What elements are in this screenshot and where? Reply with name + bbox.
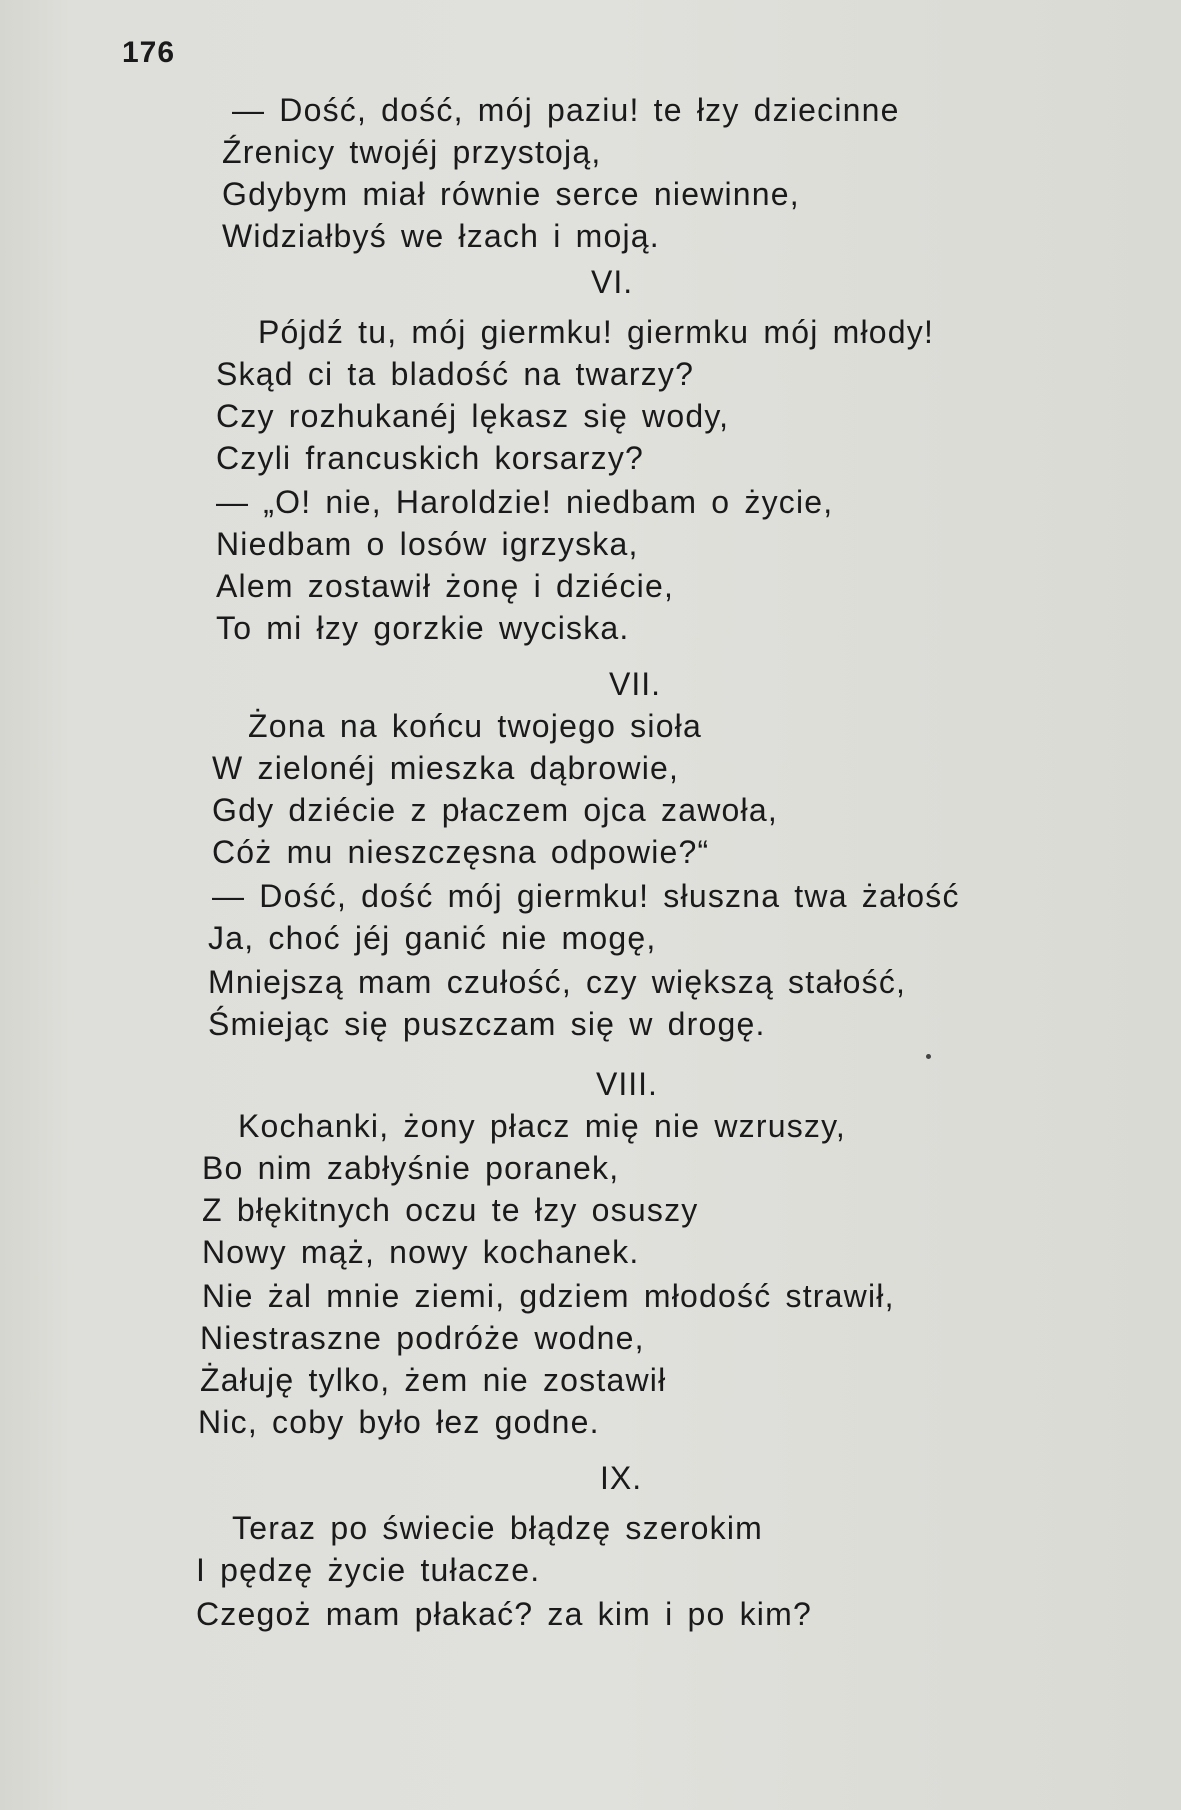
poem-line: Czy rozhukanéj lękasz się wody,	[216, 398, 730, 434]
poem-line: — „O! nie, Haroldzie! niedbam o życie,	[216, 484, 834, 520]
poem-line: Alem zostawił żonę i dziécie,	[216, 568, 675, 604]
poem-line: Nic, coby było łez godne.	[198, 1404, 600, 1440]
poem-line: Teraz po świecie błądzę szerokim	[232, 1510, 764, 1546]
stanza-heading: IX.	[600, 1460, 643, 1496]
poem-line: Widziałbyś we łzach i moją.	[222, 218, 660, 254]
poem-line: Nowy mąż, nowy kochanek.	[202, 1234, 640, 1270]
poem-line: Z błękitnych oczu te łzy osuszy	[202, 1192, 699, 1228]
poem-line: W zielonéj mieszka dąbrowie,	[212, 750, 680, 786]
paper-speck	[926, 1054, 931, 1059]
poem-line: Gdybym miał równie serce niewinne,	[222, 176, 800, 212]
poem-line: Nie żal mnie ziemi, gdziem młodość strawił,	[202, 1278, 895, 1314]
poem-line: Skąd ci ta bladość na twarzy?	[216, 356, 695, 392]
poem-line: — Dość, dość, mój paziu! te łzy dziecinne	[232, 92, 900, 128]
poem-line: Gdy dziécie z płaczem ojca zawoła,	[212, 792, 778, 828]
poem-line: — Dość, dość mój giermku! słuszna twa żałość	[212, 878, 960, 914]
poem-line: Kochanki, żony płacz mię nie wzruszy,	[238, 1108, 847, 1144]
stanza-heading: VII.	[609, 666, 662, 702]
poem-line: Ja, choć jéj ganić nie mogę,	[208, 920, 657, 956]
poem-line: Czyli francuskich korsarzy?	[216, 440, 645, 476]
stanza-heading: VI.	[591, 264, 634, 300]
stanza-heading: VIII.	[596, 1066, 658, 1102]
poem-line: Mniejszą mam czułość, czy większą stałość,	[208, 964, 907, 1000]
poem-line: Bo nim zabłyśnie poranek,	[202, 1150, 620, 1186]
poem-line: Niestraszne podróże wodne,	[200, 1320, 645, 1356]
poem-line: Żona na końcu twojego sioła	[248, 708, 702, 744]
poem-line: Śmiejąc się puszczam się w drogę.	[208, 1006, 766, 1042]
poem-line: Pójdź tu, mój giermku! giermku mój młody!	[258, 314, 935, 350]
poem-line: Niedbam o losów igrzyska,	[216, 526, 639, 562]
poem-line: Czegoż mam płakać? za kim i po kim?	[196, 1596, 812, 1632]
page-number: 176	[122, 36, 176, 69]
poem-line: To mi łzy gorzkie wyciska.	[216, 610, 630, 646]
poem-line: Źrenicy twojéj przystoją,	[222, 134, 602, 170]
poem-line: Cóż mu nieszczęsna odpowie?“	[212, 834, 710, 870]
poem-line: I pędzę życie tułacze.	[196, 1552, 541, 1588]
poem-line: Żałuję tylko, żem nie zostawił	[200, 1362, 667, 1398]
